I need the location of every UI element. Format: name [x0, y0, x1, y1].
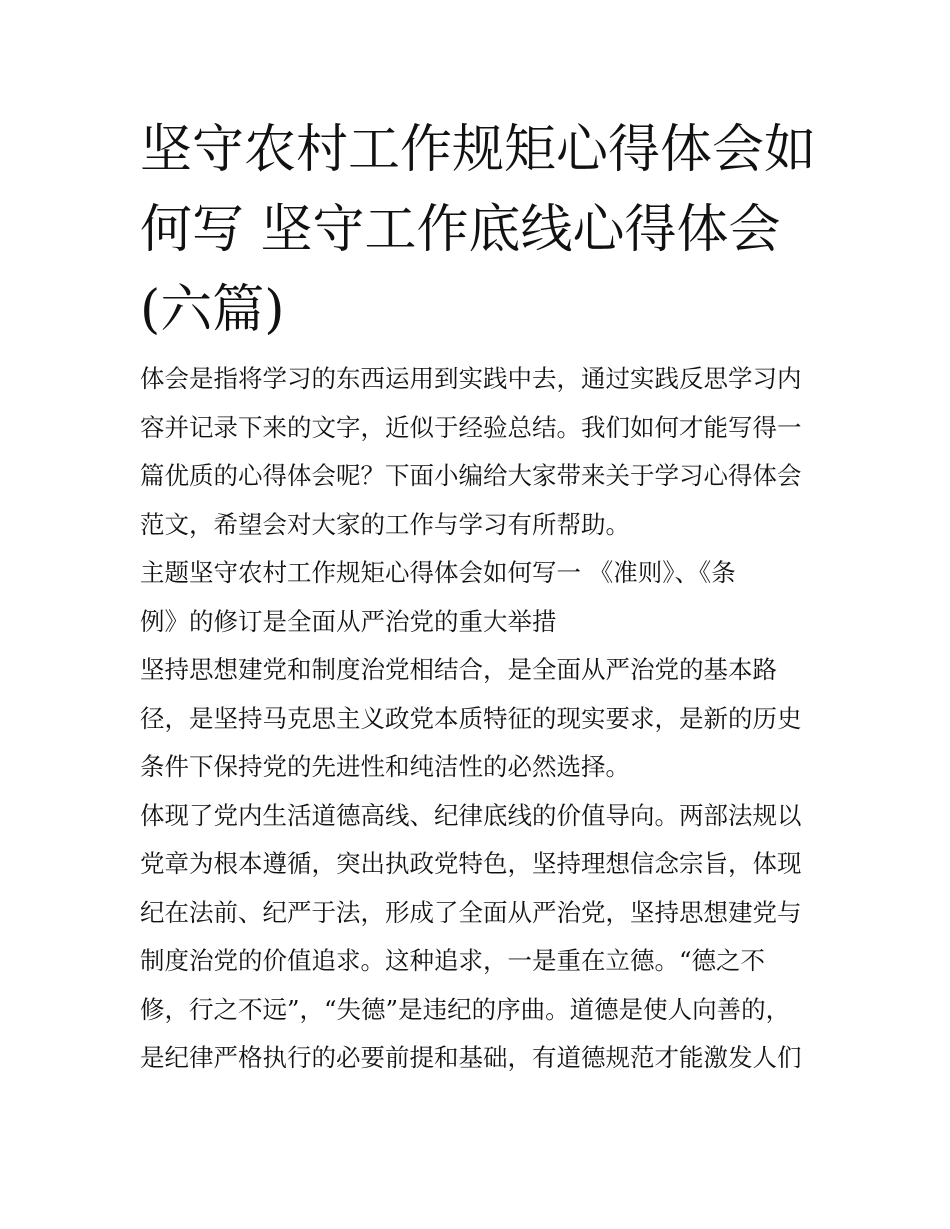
body-line: 坚持思想建党和制度治党相结合，是全面从严治党的基本路 — [140, 655, 777, 684]
title-line: 何写 坚守工作底线心得体会 — [140, 200, 781, 260]
body-line: 是纪律严格执行的必要前提和基础，有道德规范才能激发人们 — [140, 1043, 802, 1072]
body-line: 范文，希望会对大家的工作与学习有所帮助。 — [140, 509, 630, 539]
body-line: 例》的修订是全面从严治党的重大举措 — [140, 606, 557, 636]
document-title — [140, 110, 830, 350]
document-body — [140, 355, 830, 1083]
body-line: 修，行之不远”，“失德”是违纪的序曲。道德是使人向善的， — [140, 994, 791, 1024]
body-line: 条件下保持党的先进性和纯洁性的必然选择。 — [140, 752, 630, 781]
body-line: 体会是指将学习的东西运用到实践中去，通过实践反思学习内 — [140, 364, 802, 393]
body-line: 主题坚守农村工作规矩心得体会如何写一 《准则》、《条 — [140, 558, 736, 587]
title-line: 坚守农村工作规矩心得体会如 — [140, 120, 817, 180]
body-line: 篇优质的心得体会呢？下面小编给大家带来关于学习心得体会 — [140, 461, 802, 490]
body-line: 制度治党的价值追求。这种追求，一是重在立德。“德之不 — [140, 946, 766, 975]
body-line: 容并记录下来的文字，近似于经验总结。我们如何才能写得一 — [140, 412, 802, 442]
body-line: 径，是坚持马克思主义政党本质特征的现实要求，是新的历史 — [140, 703, 802, 733]
body-line: 党章为根本遵循，突出执政党特色，坚持理想信念宗旨，体现 — [140, 849, 802, 878]
body-line: 纪在法前、纪严于法，形成了全面从严治党，坚持思想建党与 — [140, 897, 802, 927]
title-line: (六篇) — [140, 280, 285, 340]
body-line: 体现了党内生活道德高线、纪律底线的价值导向。两部法规以 — [140, 800, 802, 830]
